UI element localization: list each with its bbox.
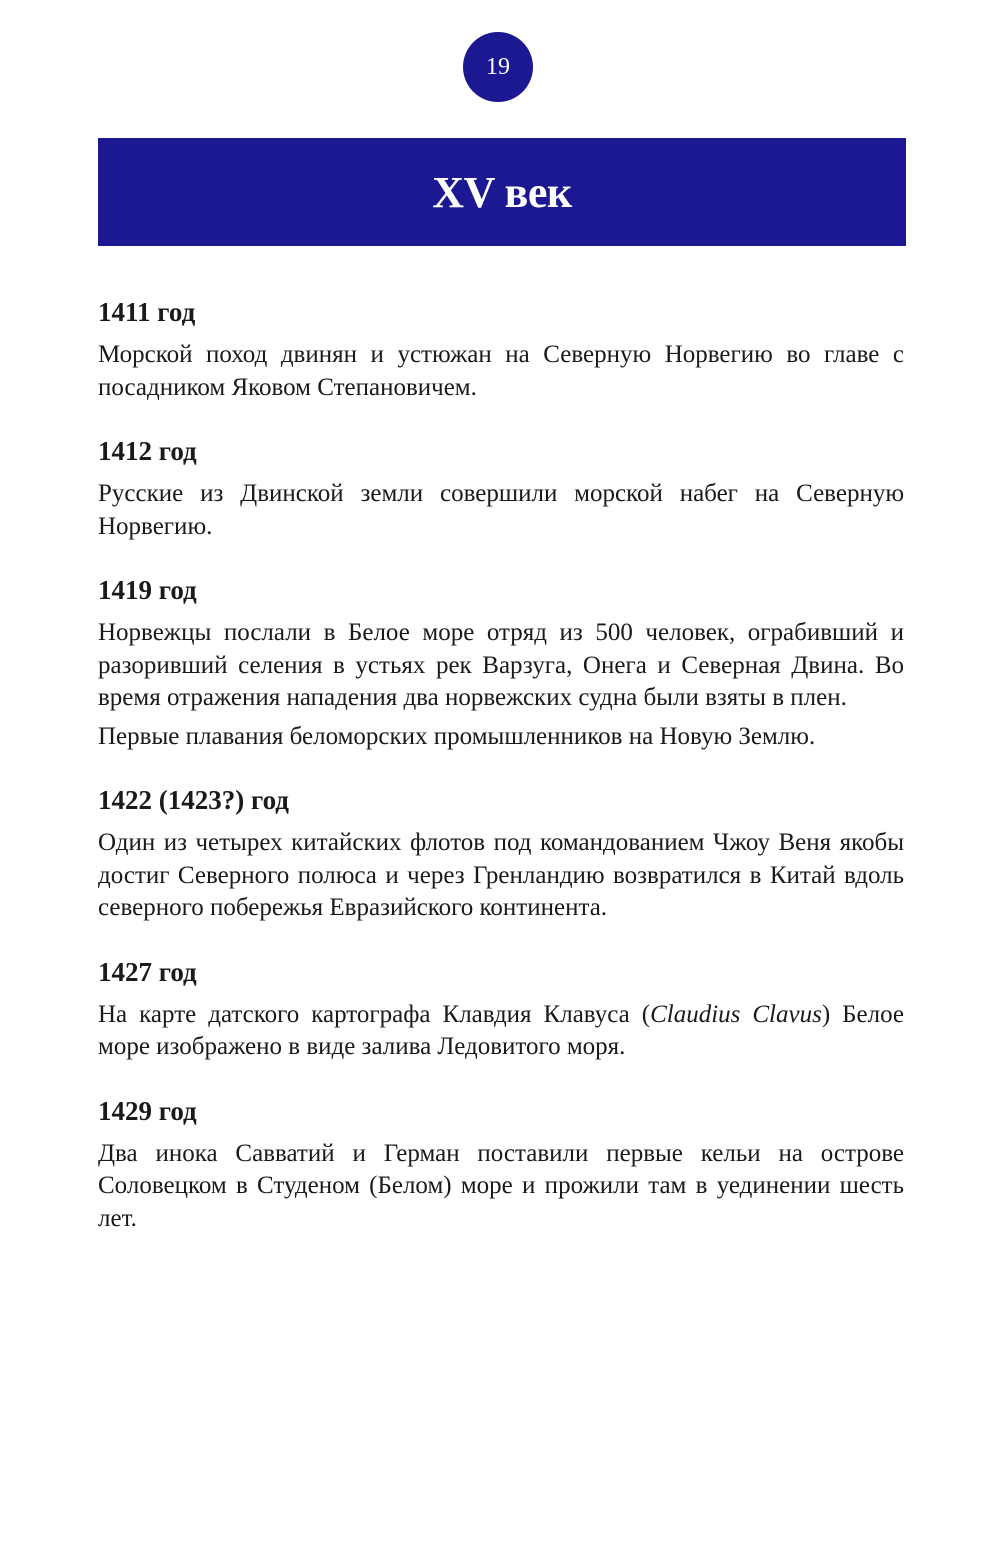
entry-text: Русские из Двинской земли совершили морской набег на Северную Норвегию. xyxy=(98,480,904,540)
entry-text: Морской поход двинян и устюжан на Северную Норвегию во главе с посадником Яковом Степановичем. xyxy=(98,341,904,401)
entry-year: 1429 год xyxy=(98,1095,197,1126)
entry-text: Один из четырех китайских флотов под командованием Чжоу Веня якобы достиг Северного полюса и через Гренландию возвратился в Китай вдоль северного побережья Евразийского континента. xyxy=(98,829,904,921)
latin-name: Claudius Clavus xyxy=(650,1000,822,1028)
entry-year: 1411 год xyxy=(98,297,196,327)
entry-text xyxy=(98,999,904,1064)
entry-text-part: ) Белое море изображено в виде залива Ледовитого моря. xyxy=(98,1000,904,1060)
entry-1429 xyxy=(98,1091,904,1236)
chapter-banner xyxy=(98,138,906,246)
entry-1412 xyxy=(98,431,904,543)
entry-text: Два инока Савватий и Герман поставили первые кельи на острове Соловецком в Студеном (Белом) море и прожили там в уединении шесть лет. xyxy=(98,1139,904,1232)
entry-1419 xyxy=(98,570,904,753)
entry-text-part: На карте датского картографа Клавдия Клавуса ( xyxy=(98,1000,651,1028)
entry-1411 xyxy=(98,292,904,404)
page-number: 19 xyxy=(463,32,533,102)
entry-year: 1427 год xyxy=(98,956,197,987)
entry-year: 1419 год xyxy=(98,575,197,605)
chronology-content xyxy=(98,292,904,1262)
entry-text: Норвежцы послали в Белое море отряд из 500 человек, ограбивший и разоривший селения в устьях рек Варзуга, Онега и Северная Двина. Во время отражения нападения два норвежских судна были взяты в плен. xyxy=(98,619,904,711)
entry-text: Первые плавания беломорских промышленников на Новую Землю. xyxy=(98,722,816,750)
entry-1422 xyxy=(98,780,904,925)
entry-1427 xyxy=(98,952,904,1064)
entry-year: 1422 (1423?) год xyxy=(98,785,289,815)
entry-year: 1412 год xyxy=(98,436,197,466)
chapter-title: XV век xyxy=(432,167,572,217)
